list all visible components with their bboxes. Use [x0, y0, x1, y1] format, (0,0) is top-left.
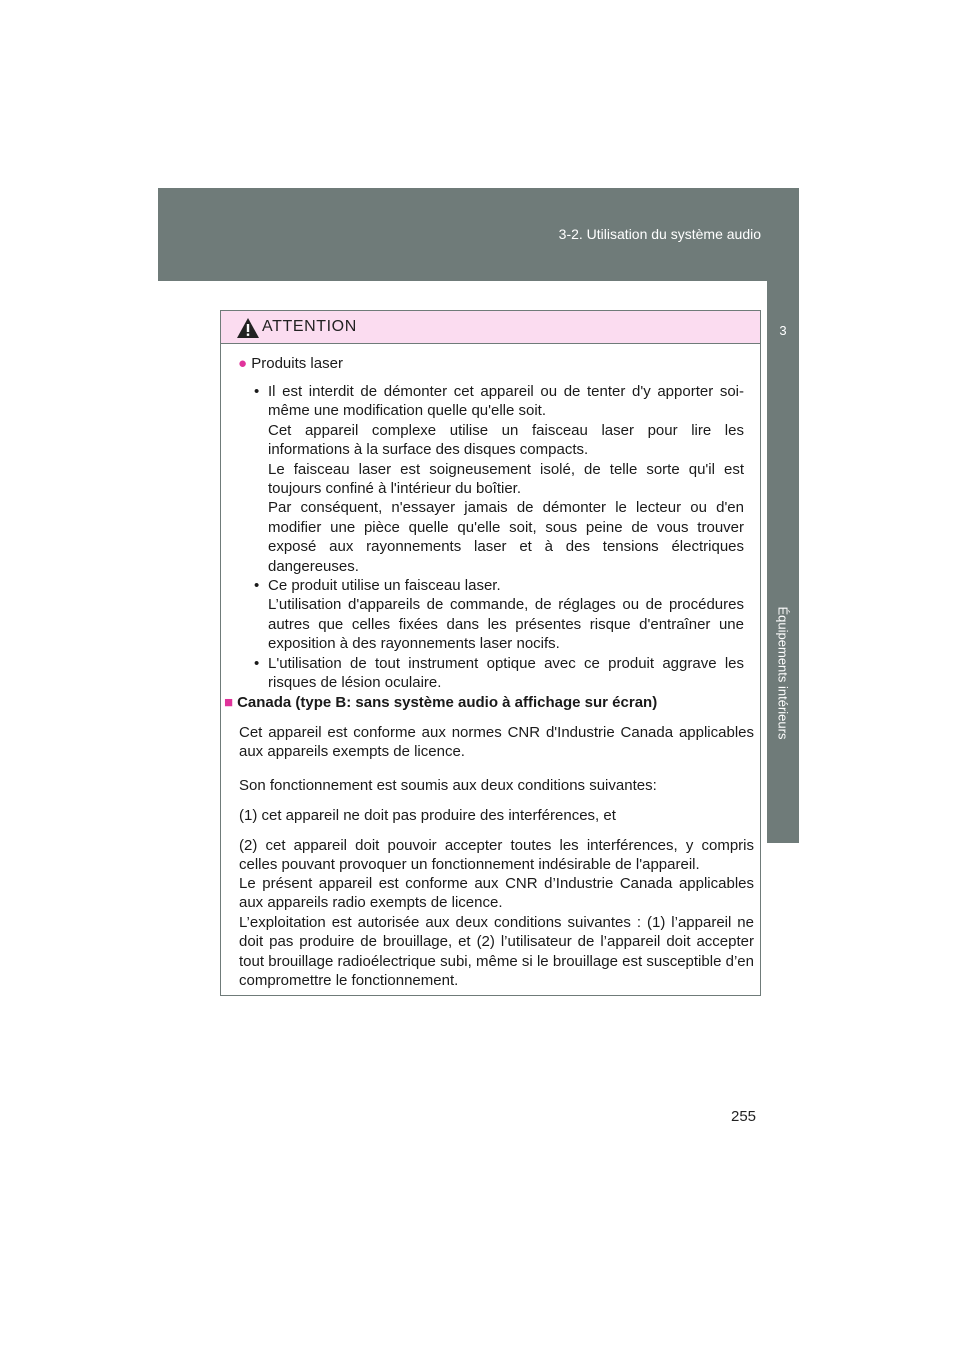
list-item: • L'utilisation de tout instrument optique avec ce produit aggrave les risques de lésion oculaire. [254, 655, 744, 692]
laser-heading: ● Produits laser [238, 355, 343, 372]
canada-heading: ■ Canada (type B: sans système audio à affichage sur écran) [224, 694, 658, 711]
chapter-number: 3 [779, 323, 787, 338]
pink-square-icon: ■ [224, 694, 234, 711]
paragraph: (1) cet appareil ne doit pas produire des interférences, et [239, 807, 616, 824]
chapter-title: Équipements intérieurs [775, 606, 791, 740]
warning-header [221, 311, 760, 344]
warning-box [220, 310, 761, 996]
list-item: • Il est interdit de démonter cet appareil ou de tenter d'y apporter soi-même une modification quelle qu'elle soit. Cet appareil complexe utilise un faisceau laser pour lire les informations à la surface des disques compacts. Le faisceau laser est soigneusement isolé, de telle sorte qu'il est toujours confiné à l'intérieur du boîtier. Par conséquent, n'essayer jamais de démonter le lecteur ou d'en modifier une pièce quelle qu'elle soit, sous peine de vous trouver exposé aux rayonnements laser et à des tensions électriques dangereuses. [254, 383, 744, 575]
list-item: • Ce produit utilise un faisceau laser. L’utilisation d'appareils de commande, de réglages ou de procédures autres que celles fixées dans les présentes risque d'entraîner une exposition à des rayonnements laser nocifs. [254, 577, 744, 653]
section-title: 3-2. Utilisation du système audio [558, 226, 761, 242]
bullet-dot-icon: • [254, 383, 260, 400]
bullet-dot-icon: • [254, 577, 260, 594]
page-number: 255 [731, 1108, 757, 1125]
paragraph: (2) cet appareil doit pouvoir accepter toutes les interférences, y compris celles pouvant provoquer un fonctionnement indésirable de l'appareil. [239, 837, 754, 874]
warning-triangle-icon [236, 317, 260, 339]
header-band [158, 188, 799, 281]
warning-title: ATTENTION [262, 318, 357, 335]
paragraph: Le présent appareil est conforme aux CNR d’Industrie Canada applicables aux appareils radio exempts de licence. L’exploitation est autorisée aux deux conditions suivantes : (1) l’appareil ne doit pas produire de brouillage, et (2) l’utilisateur de l’appareil doit accepter tout brouillage radioélectrique subi, même si le brouillage est susceptible d’en compromettre le fonctionnement. [239, 875, 754, 990]
bullet-dot-icon: • [254, 655, 260, 672]
pink-bullet-icon: ● [238, 355, 248, 372]
paragraph: Cet appareil est conforme aux normes CNR d'Industrie Canada applicables aux appareils exempts de licence. [239, 724, 754, 761]
paragraph: Son fonctionnement est soumis aux deux conditions suivantes: [239, 777, 657, 794]
chapter-side-tab [767, 281, 799, 843]
